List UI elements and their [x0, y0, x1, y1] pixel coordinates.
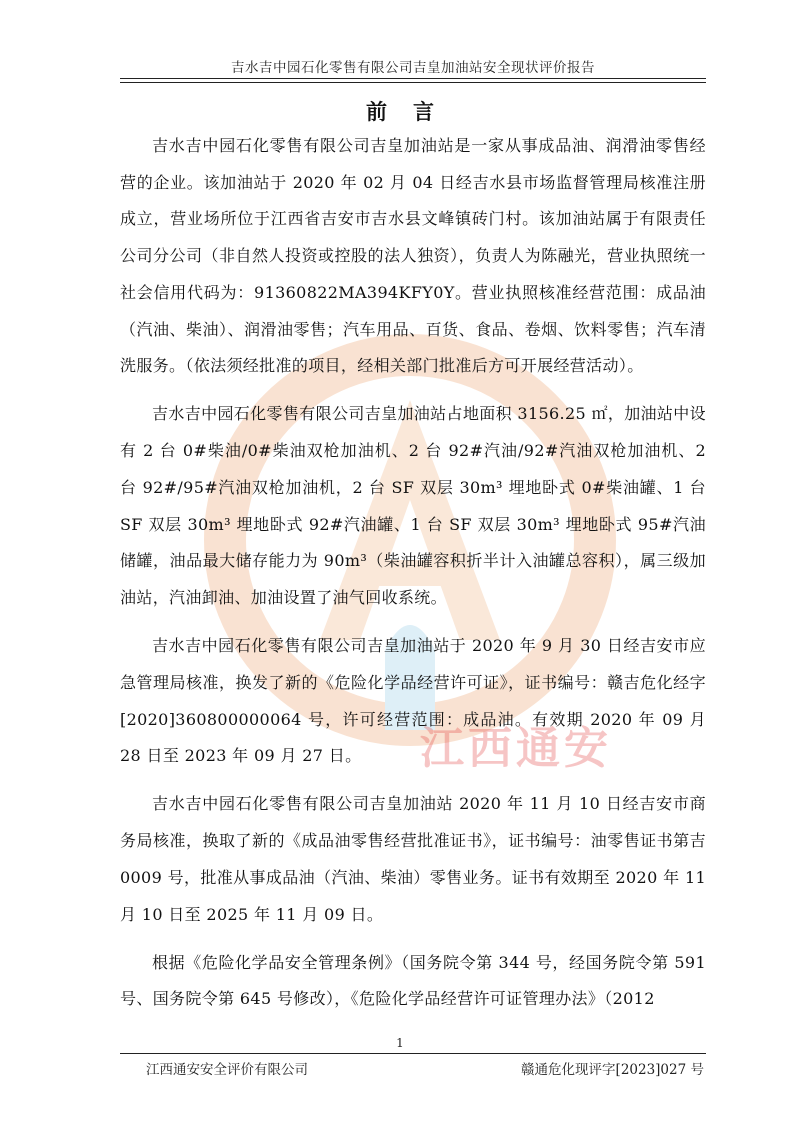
page-number: 1: [396, 1036, 404, 1050]
paragraph: 吉水吉中园石化零售有限公司吉皇加油站是一家从事成品油、润滑油零售经营的企业。该加油站于 2020 年 02 月 04 日经吉水县市场监督管理局核准注册成立，营业场所位于江西省吉安市吉水县文峰镇砖门村。该加油站属于有限责任公司分公司（非自然人投资或控股的法人独资），负责人为陈融光，营业执照统一社会信用代码为：91360822MA394KFY0Y。营业执照核准经营范围：成品油（汽油、柴油）、润滑油零售；汽车用品、百货、食品、卷烟、饮料零售；汽车清洗服务。（依法须经批准的项目，经相关部门批准后方可开展经营活动）。: [120, 136, 706, 376]
page-title: 前言: [366, 99, 460, 124]
document-body: [120, 128, 706, 1030]
header-divider-thin: [120, 82, 706, 83]
footer-company: 江西通安安全评价有限公司: [146, 1062, 308, 1078]
header-divider: [120, 78, 706, 79]
paragraph: 根据《危险化学品安全管理条例》（国务院令第 344 号，经国务院令第 591 号、国务院令第 645 号修改），《危险化学品经营许可证管理办法》（2012: [120, 952, 706, 1009]
paragraph: 吉水吉中园石化零售有限公司吉皇加油站于 2020 年 9 月 30 日经吉安市应急管理局核准，换发了新的《危险化学品经营许可证》，证书编号：赣吉危化经字[2020]360800000064 号，许可经营范围：成品油。有效期 2020 年 09 月 28 日至 2023 年 09 月 27 日。: [120, 636, 706, 766]
watermark-text: 江西通安: [420, 723, 612, 774]
paragraph: 吉水吉中园石化零售有限公司吉皇加油站 2020 年 11 月 10 日经吉安市商务局核准，换取了新的《成品油零售经营批准证书》，证书编号：油零售证书第吉 0009 号，批准从事成品油（汽油、柴油）零售业务。证书有效期至 2020 年 11 月 10 日至 2025 年 11 月 09 日。: [120, 794, 706, 924]
page-header: 吉水吉中园石化零售有限公司吉皇加油站安全现状评价报告: [231, 60, 595, 76]
footer-divider: [120, 1053, 706, 1054]
paragraph: 吉水吉中园石化零售有限公司吉皇加油站占地面积 3156.25 ㎡，加油站中设有 2 台 0#柴油/0#柴油双枪加油机、2 台 92#汽油/92#汽油双枪加油机、2 台 92#/95#汽油双枪加油机，2 台 SF 双层 30m³ 埋地卧式 0#柴油罐、1 台 SF 双层 30m³ 埋地卧式 92#汽油罐、1 台 SF 双层 30m³ 埋地卧式 95#汽油储罐，油品最大储存能力为 90m³（柴油罐容积折半计入油罐总容积），属三级加油站，汽油卸油、加油设置了油气回收系统。: [120, 404, 706, 607]
footer-report-number: 赣通危化现评字[2023]027 号: [521, 1062, 704, 1078]
